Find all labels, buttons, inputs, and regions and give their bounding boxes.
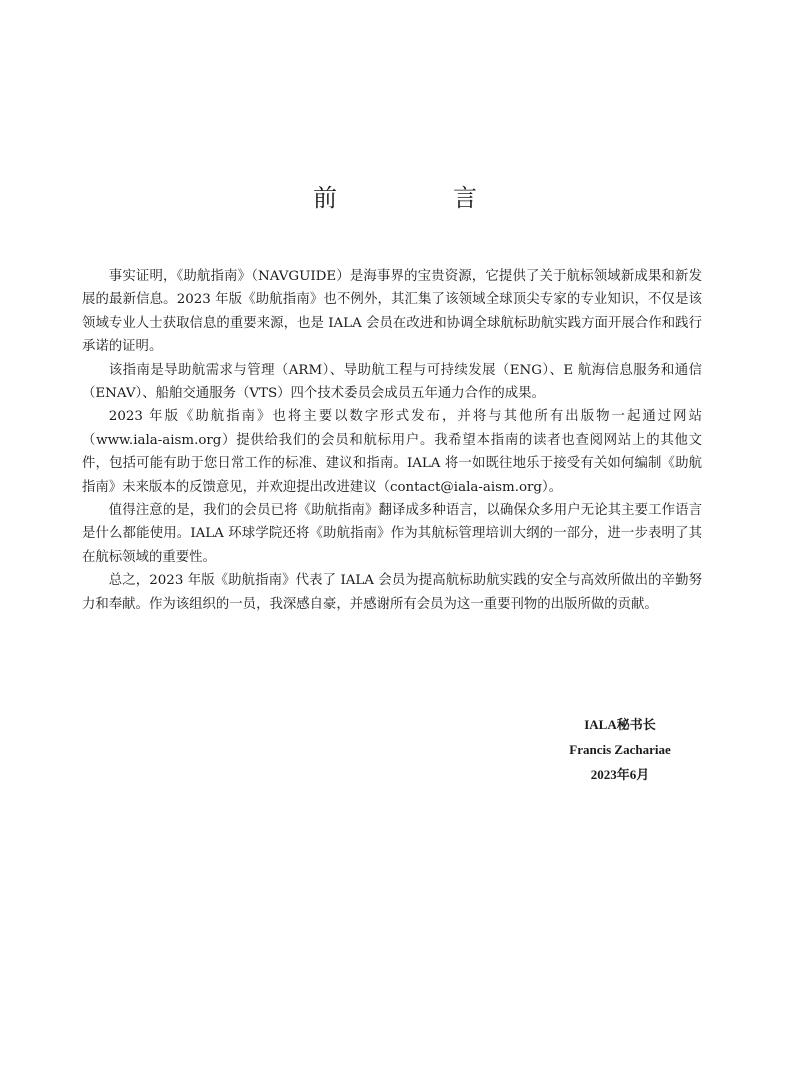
signature-date: 2023年6月 [590, 767, 650, 782]
signature-role: IALA秘书长 [584, 717, 656, 732]
foreword-body [82, 265, 702, 616]
signature-name: Francis Zachariae [569, 742, 671, 757]
page-title: 前 言 [313, 184, 523, 212]
paragraph: 事实证明，《助航指南》（NAVGUIDE）是海事界的宝贵资源，它提供了关于航标领域新成果和新发展的最新信息。2023 年版《助航指南》也不例外，其汇集了该领域全球顶尖专家的专业知识，不仅是该领域专业人士获取信息的重要来源，也是 IALA 会员在改进和协调全球航标助航实践方面开展合作和践行承诺的证明。 [82, 269, 702, 355]
paragraph: 该指南是导助航需求与管理（ARM）、导助航工程与可持续发展（ENG）、E 航海信息服务和通信（ENAV）、船舶交通服务（VTS）四个技术委员会成员五年通力合作的成果。 [82, 362, 702, 402]
paragraph: 总之，2023 年版《助航指南》代表了 IALA 会员为提高航标助航实践的安全与高效所做出的辛勤努力和奉献。作为该组织的一员，我深感自豪，并感谢所有会员为这一重要刊物的出版所做的贡献。 [82, 573, 702, 612]
paragraph: 值得注意的是，我们的会员已将《助航指南》翻译成多种语言，以确保众多用户无论其主要工作语言是什么都能使用。IALA 环球学院还将《助航指南》作为其航标管理培训大纲的一部分，进一步表明了其在航标领域的重要性。 [82, 503, 702, 565]
signature-block [520, 712, 720, 787]
paragraph: 2023 年版《助航指南》也将主要以数字形式发布，并将与其他所有出版物一起通过网站（www.iala-aism.org）提供给我们的会员和航标用户。我希望本指南的读者也查阅网站上的其他文件，包括可能有助于您日常工作的标准、建议和指南。IALA 将一如既往地乐于接受有关如何编制《助航指南》未来版本的反馈意见，并欢迎提出改进建议（contact@iala-aism.org）。 [82, 409, 702, 495]
